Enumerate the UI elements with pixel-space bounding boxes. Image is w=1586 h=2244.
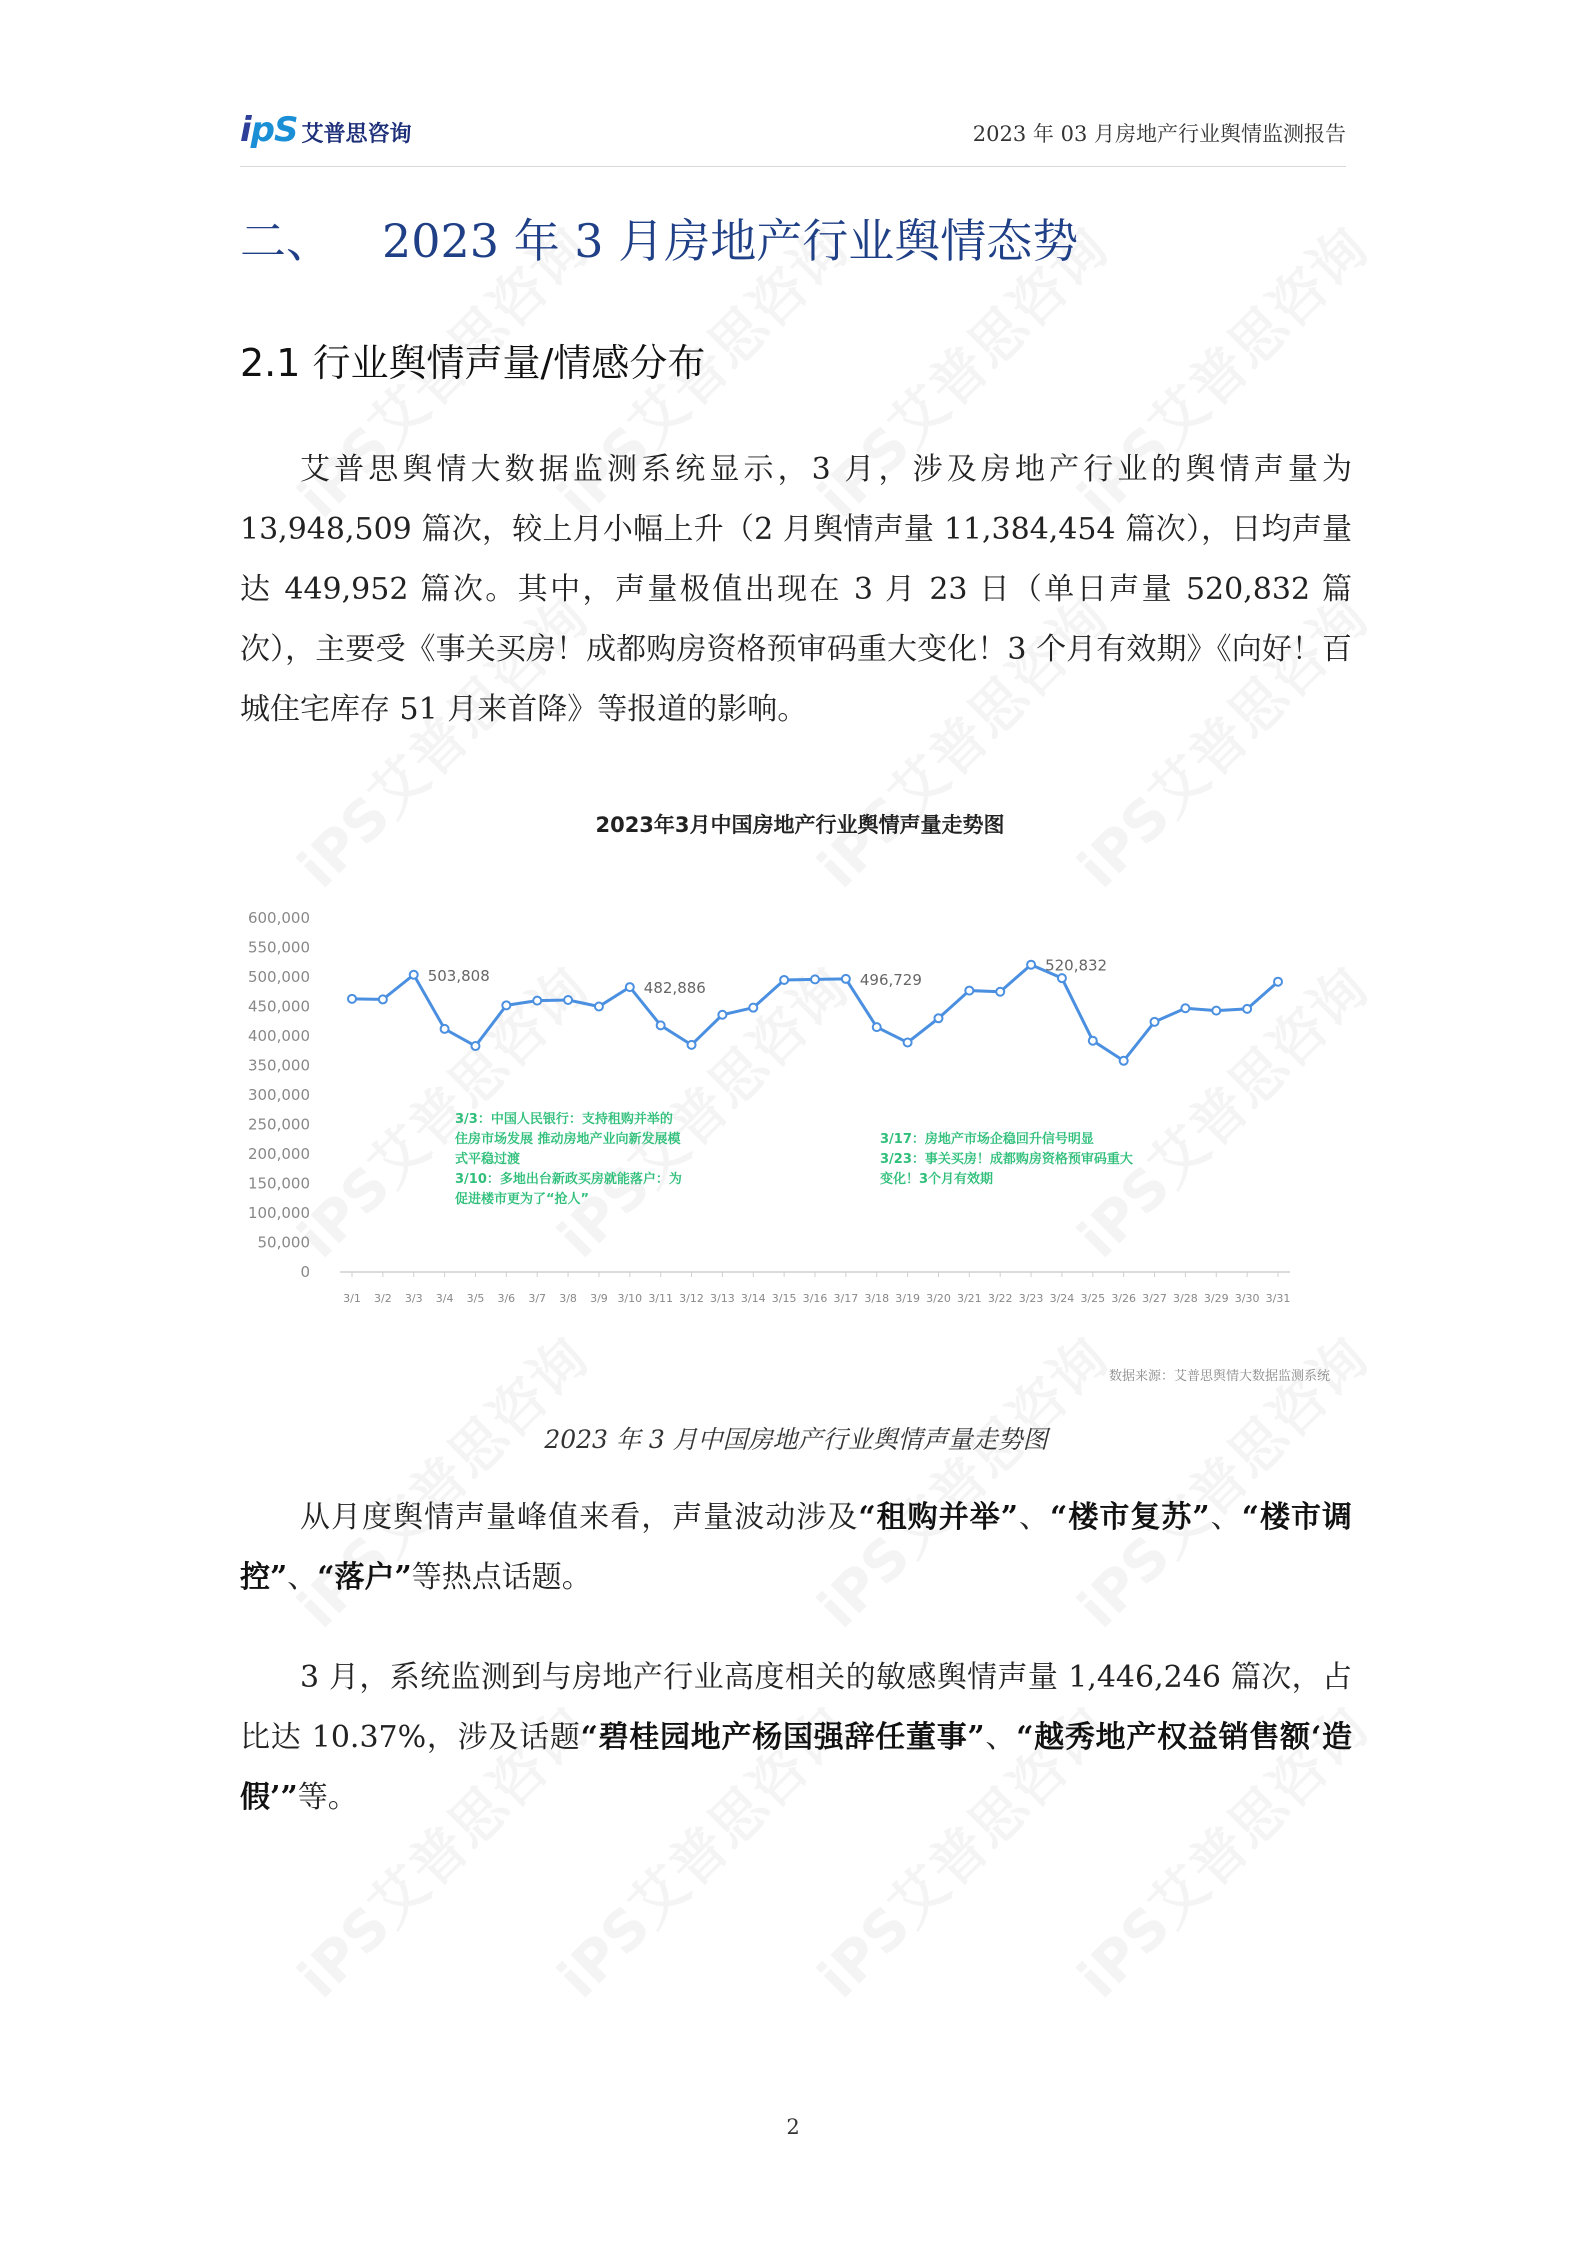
y-tick-label: 550,000: [247, 938, 310, 957]
x-tick-label: 3/7: [528, 1292, 547, 1305]
data-point: [1151, 1018, 1159, 1026]
data-point: [1120, 1057, 1128, 1065]
data-point: [1243, 1005, 1251, 1013]
x-tick-label: 3/22: [987, 1292, 1013, 1305]
y-tick-label: 200,000: [247, 1145, 310, 1163]
data-point: [965, 987, 973, 995]
chart-source: 数据来源：艾普思舆情大数据监测系统: [1108, 1369, 1330, 1384]
figure-caption: 2023 年 3 月中国房地产行业舆情声量走势图: [544, 1425, 1048, 1454]
x-tick-label: 3/9: [590, 1292, 608, 1305]
x-tick-label: 3/15: [771, 1292, 797, 1305]
data-point: [471, 1042, 479, 1050]
data-label: 520,832: [1045, 956, 1108, 975]
x-tick-label: 3/11: [648, 1292, 674, 1305]
data-point: [348, 995, 356, 1003]
subsection-heading: 2.1 行业舆情声量/情感分布: [240, 341, 706, 385]
y-tick-label: 100,000: [247, 1204, 310, 1222]
keyword: “租购并举”: [858, 1500, 1018, 1535]
y-tick-label: 0: [300, 1263, 310, 1281]
data-point: [502, 1001, 510, 1009]
section-number: 二、: [240, 214, 332, 268]
x-tick-label: 3/24: [1049, 1292, 1075, 1305]
data-point: [780, 976, 788, 984]
section-title: 2023 年 3 月房地产行业舆情态势: [382, 214, 1079, 268]
y-tick-label: 250,000: [247, 1115, 310, 1134]
data-point: [626, 983, 634, 991]
x-tick-label: 3/29: [1203, 1292, 1229, 1305]
y-tick-label: 500,000: [247, 968, 310, 986]
data-point: [811, 975, 819, 983]
data-point: [379, 995, 387, 1003]
data-point: [657, 1021, 665, 1029]
section-heading: [240, 205, 1078, 271]
keyword: “落户”: [317, 1560, 412, 1595]
y-tick-label: 50,000: [257, 1233, 310, 1252]
data-label: 503,808: [427, 966, 490, 985]
data-point: [1027, 961, 1035, 969]
x-tick-label: 3/31: [1265, 1292, 1291, 1305]
chart-title: 2023年3月中国房地产行业舆情声量走势图: [595, 813, 1005, 837]
x-tick-label: 3/16: [802, 1292, 828, 1305]
logo: [240, 110, 412, 150]
x-tick-label: 3/20: [926, 1292, 951, 1305]
data-point: [595, 1003, 603, 1011]
x-tick-label: 3/23: [1018, 1292, 1044, 1305]
data-point: [996, 988, 1004, 996]
x-tick-label: 3/26: [1111, 1292, 1137, 1305]
x-tick-label: 3/17: [833, 1292, 859, 1305]
x-tick-label: 3/12: [679, 1292, 704, 1305]
x-tick-label: 3/18: [864, 1292, 890, 1305]
x-tick-label: 3/28: [1173, 1292, 1198, 1305]
keyword: “越秀地产权益销售额‘造假’”: [240, 1720, 1353, 1815]
logo-mark: ipS: [240, 110, 298, 150]
trend-chart-svg: [247, 800, 1340, 1390]
data-point: [1274, 978, 1282, 986]
y-tick-label: 350,000: [247, 1056, 310, 1075]
data-point: [718, 1011, 726, 1019]
x-tick-label: 3/25: [1080, 1292, 1106, 1305]
data-point: [533, 997, 541, 1005]
keyword: “楼市复苏”: [1050, 1500, 1210, 1535]
data-point: [904, 1038, 912, 1046]
logo-text: 艾普思咨询: [301, 122, 412, 147]
x-tick-label: 3/4: [435, 1292, 454, 1305]
data-point: [441, 1025, 449, 1033]
data-point: [1212, 1007, 1220, 1015]
x-tick-label: 3/13: [710, 1292, 735, 1305]
y-tick-label: 600,000: [247, 909, 310, 927]
x-tick-label: 3/2: [374, 1292, 392, 1305]
keyword: “楼市调控”: [240, 1500, 1353, 1595]
data-point: [842, 975, 850, 983]
trend-chart: [247, 800, 1340, 1390]
x-tick-label: 3/8: [559, 1292, 577, 1305]
data-point: [410, 971, 418, 979]
data-point: [1089, 1037, 1097, 1045]
chart-annotation-left: 3/3：中国人民银行：支持租购并举的 住房市场发展 推动房地产业向新发展模 式平稳过渡 3/10：多地出台新政买房就能落户：为 促进楼市更为了“抢人”: [455, 1112, 682, 1207]
x-tick-label: 3/3: [404, 1292, 423, 1305]
y-tick-label: 150,000: [247, 1174, 310, 1193]
data-point: [564, 996, 572, 1004]
data-point: [749, 1004, 757, 1012]
data-point: [934, 1014, 942, 1022]
logo-mark-b: pS: [250, 110, 298, 150]
data-point: [688, 1041, 696, 1049]
paragraph-volume-summary: 艾普思舆情大数据监测系统显示，3 月，涉及房地产行业的舆情声量为 13,948,509 篇次，较上月小幅上升（2 月舆情声量 11,384,454 篇次），日均声量达 449,952 篇次。其中，声量极值出现在 3 月 23 日（单日声量 520,832 篇次），主要受《事关买房！成都购房资格预审码重大变化！3 个月有效期》《向好！百城住宅库存 51 月来首降》等报道的影响。: [240, 452, 1352, 727]
chart-annotation-right: 3/17：房地产市场企稳回升信号明显 3/23：事关买房！成都购房资格预审码重大 变化！3个月有效期: [880, 1132, 1133, 1187]
data-label: 482,886: [643, 979, 706, 998]
page-header: [240, 108, 1346, 167]
y-tick-label: 400,000: [247, 1027, 310, 1045]
y-tick-label: 300,000: [247, 1086, 310, 1104]
data-point: [873, 1023, 881, 1031]
paragraph-hot-topics: 从月度舆情声量峰值来看，声量波动涉及“租购并举”、“楼市复苏”、“楼市调控”、“落户”等热点话题。: [240, 1500, 1353, 1595]
x-tick-label: 3/14: [740, 1292, 766, 1305]
data-point: [1058, 974, 1066, 982]
x-tick-label: 3/30: [1234, 1292, 1260, 1305]
data-point: [1181, 1004, 1189, 1012]
report-title: 2023 年 03 月房地产行业舆情监测报告: [972, 122, 1346, 146]
keyword: “碧桂园地产杨国强辞任董事”: [580, 1720, 985, 1755]
x-tick-label: 3/27: [1142, 1292, 1167, 1305]
data-label: 496,729: [859, 970, 922, 989]
page-number: 2: [786, 2115, 800, 2139]
x-tick-label: 3/1: [343, 1292, 361, 1305]
x-tick-label: 3/10: [617, 1292, 643, 1305]
paragraph-sensitive: 3 月，系统监测到与房地产行业高度相关的敏感舆情声量 1,446,246 篇次，占比达 10.37%，涉及话题“碧桂园地产杨国强辞任董事”、“越秀地产权益销售额‘造假’”等。: [240, 1660, 1353, 1815]
x-tick-label: 3/19: [895, 1292, 920, 1305]
y-tick-label: 450,000: [247, 997, 310, 1016]
x-tick-label: 3/6: [497, 1292, 516, 1305]
x-tick-label: 3/21: [956, 1292, 982, 1305]
x-tick-label: 3/5: [466, 1292, 485, 1305]
